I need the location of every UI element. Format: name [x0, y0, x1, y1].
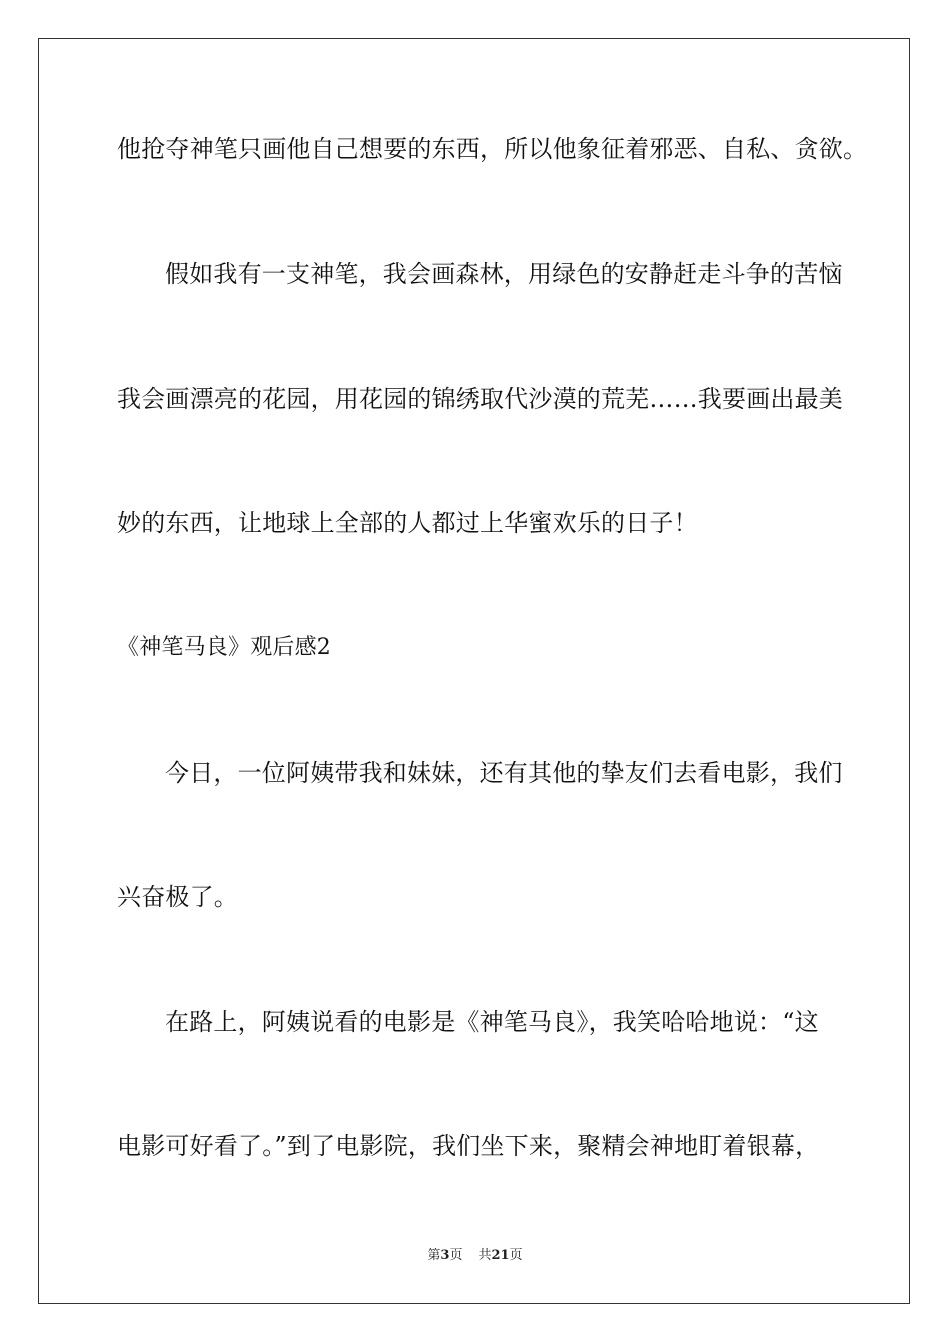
total-pages: 21 — [491, 1248, 510, 1263]
page-prefix: 第 — [427, 1248, 441, 1263]
total-suffix: 页 — [509, 1248, 523, 1263]
body-line-6: 兴奋极了。 — [117, 883, 238, 911]
body-line-3: 我会画漂亮的花园，用花园的锦绣取代沙漠的荒芜……我要画出最美 — [117, 385, 843, 413]
page-suffix: 页 — [449, 1248, 463, 1263]
total-prefix: 共 — [478, 1248, 492, 1263]
page-number: 3 — [440, 1248, 450, 1263]
body-line-7: 在路上，阿姨说看的电影是《神笔马良》，我笑哈哈地说：“这 — [165, 1008, 819, 1036]
body-line-4: 妙的东西，让地球上全部的人都过上华蜜欢乐的日子！ — [117, 509, 698, 537]
section-heading: 《神笔马良》观后感2 — [117, 635, 331, 660]
body-line-8: 电影可好看了。”到了电影院，我们坐下来，聚精会神地盯着银幕， — [117, 1132, 820, 1160]
page-footer — [0, 1247, 950, 1265]
body-line-5: 今日，一位阿姨带我和妹妹，还有其他的挚友们去看电影，我们 — [165, 759, 843, 787]
body-line-1: 他抢夺神笔只画他自己想要的东西，所以他象征着邪恶、自私、贪欲。 — [117, 135, 868, 163]
body-line-2: 假如我有一支神笔，我会画森林，用绿色的安静赶走斗争的苦恼 — [165, 260, 843, 288]
page-border — [38, 38, 910, 1304]
